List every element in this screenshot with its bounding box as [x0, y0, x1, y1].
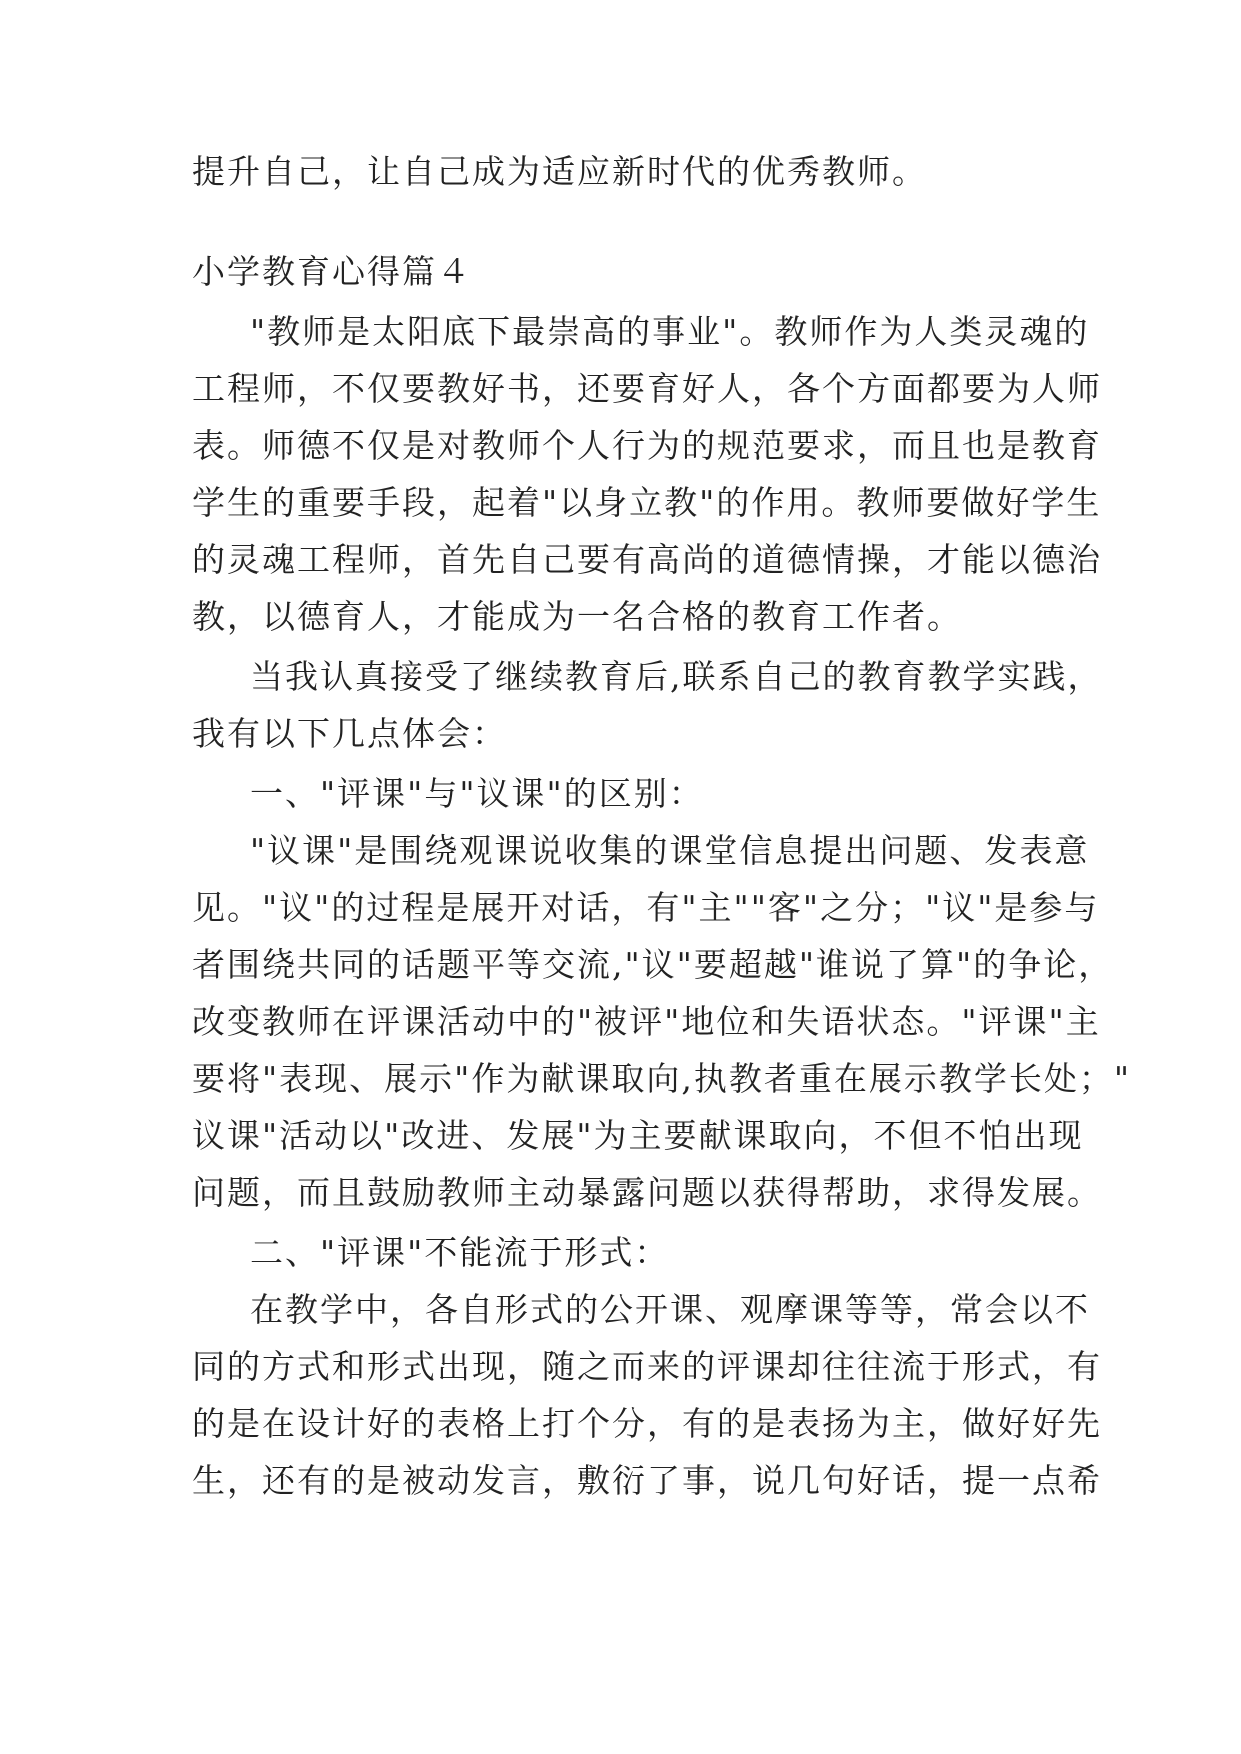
paragraph-line: 教，以德育人，才能成为一名合格的教育工作者。 [192, 597, 962, 636]
paragraph-line: 当我认真接受了继续教育后,联系自己的教育教学实践， [250, 657, 1103, 696]
paragraph-line: 生，还有的是被动发言，敷衍了事，说几句好话，提一点希 [192, 1461, 1102, 1500]
subheading-line: 一、"评课"与"议课"的区别： [250, 774, 704, 813]
paragraph-line: 议课"活动以"改进、发展"为主要献课取向，不但不怕出现 [192, 1116, 1084, 1155]
paragraph-line: "议课"是围绕观课说收集的课堂信息提出问题、发表意 [250, 831, 1090, 870]
paragraph-line: 问题，而且鼓励教师主动暴露问题以获得帮助，求得发展。 [192, 1173, 1102, 1212]
paragraph-line: "教师是太阳底下最崇高的事业"。教师作为人类灵魂的 [250, 312, 1090, 351]
section-heading: 小学教育心得篇４ [192, 252, 472, 291]
paragraph-line: 提升自己，让自己成为适应新时代的优秀教师。 [192, 152, 927, 191]
subheading-line: 二、"评课"不能流于形式： [250, 1233, 670, 1272]
paragraph-line: 要将"表现、展示"作为献课取向,执教者重在展示教学长处；" [192, 1059, 1132, 1098]
paragraph-line: 表。师德不仅是对教师个人行为的规范要求，而且也是教育 [192, 426, 1102, 465]
paragraph-line: 的是在设计好的表格上打个分，有的是表扬为主，做好好先 [192, 1404, 1102, 1443]
paragraph-line: 在教学中，各自形式的公开课、观摩课等等，常会以不 [250, 1290, 1090, 1329]
paragraph-line: 见。"议"的过程是展开对话，有"主""客"之分；"议"是参与 [192, 888, 1100, 927]
paragraph-line: 者围绕共同的话题平等交流,"议"要超越"谁说了算"的争论， [192, 945, 1114, 984]
paragraph-line: 工程师，不仅要教好书，还要育好人，各个方面都要为人师 [192, 369, 1102, 408]
paragraph-line: 学生的重要手段，起着"以身立教"的作用。教师要做好学生 [192, 483, 1102, 522]
paragraph-line: 同的方式和形式出现，随之而来的评课却往往流于形式，有 [192, 1347, 1102, 1386]
paragraph-line: 的灵魂工程师，首先自己要有高尚的道德情操，才能以德治 [192, 540, 1102, 579]
paragraph-line: 改变教师在评课活动中的"被评"地位和失语状态。"评课"主 [192, 1002, 1101, 1041]
paragraph-line: 我有以下几点体会： [192, 714, 507, 753]
